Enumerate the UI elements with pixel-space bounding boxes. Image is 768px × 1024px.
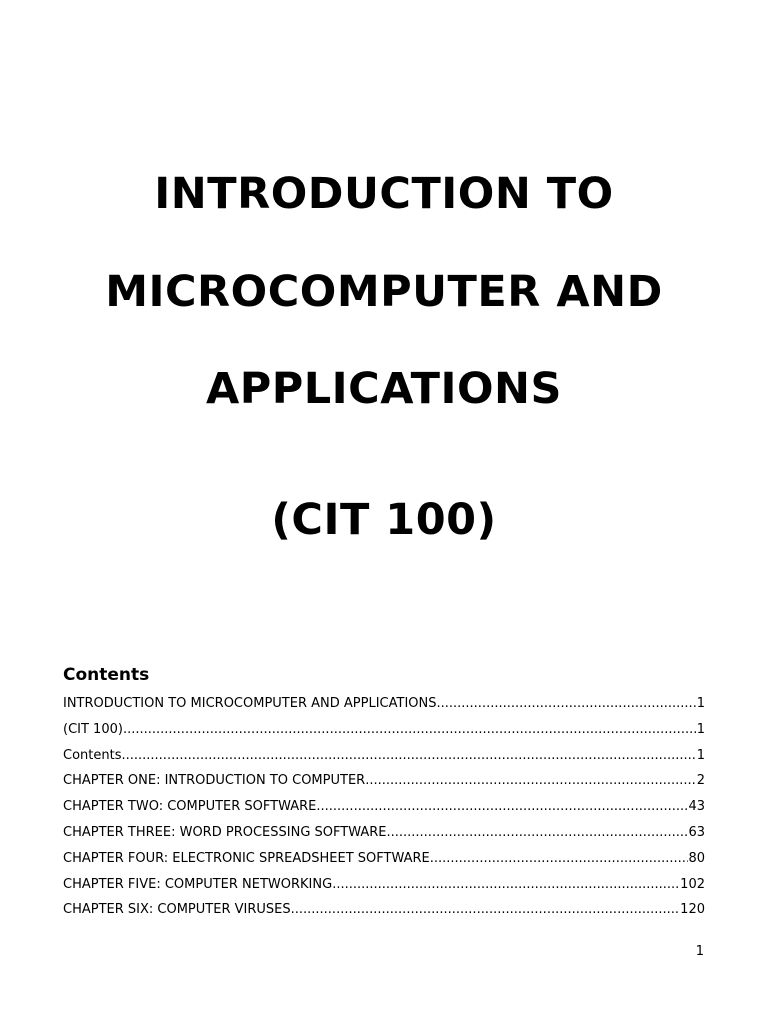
toc-dot-leader [316,797,688,817]
toc-entry[interactable] [63,875,705,901]
toc-entry-title: CHAPTER ONE: INTRODUCTION TO COMPUTER [63,773,366,789]
toc-entry-title: Contents [63,747,122,763]
contents-heading: Contents [63,665,150,685]
toc-entry-page: 102 [680,876,705,892]
table-of-contents [63,694,705,926]
toc-entry-page: 120 [680,902,705,918]
toc-entry-title: (CIT 100) [63,721,123,737]
toc-dot-leader [430,849,689,869]
toc-entry[interactable] [63,771,705,797]
toc-entry-page: 1 [696,696,705,711]
toc-entry[interactable] [63,900,705,926]
toc-dot-leader [291,900,681,920]
toc-entry-page: 1 [696,747,705,763]
toc-dot-leader [365,771,697,791]
toc-entry-page: 2 [696,773,705,789]
toc-entry-page: 80 [688,850,705,866]
page-number: 1 [695,944,704,959]
toc-dot-leader [436,694,696,714]
course-code: (CIT 100) [271,495,497,545]
toc-entry-page: 63 [688,824,705,840]
title-line: APPLICATIONS [205,364,563,414]
toc-entry[interactable] [63,797,705,823]
toc-entry-page: 43 [688,799,705,815]
title-line: INTRODUCTION TO [154,169,614,219]
toc-entry-title: CHAPTER SIX: COMPUTER VIRUSES [63,902,291,918]
toc-entry-title: CHAPTER TWO: COMPUTER SOFTWARE [63,799,317,815]
toc-entry[interactable] [63,720,705,746]
toc-dot-leader [121,746,696,766]
toc-entry[interactable] [63,849,705,875]
toc-entry-title: CHAPTER FIVE: COMPUTER NETWORKING [63,876,333,892]
toc-entry[interactable] [63,746,705,772]
toc-entry-page: 1 [696,721,705,737]
toc-entry[interactable] [63,694,705,720]
toc-dot-leader [386,823,688,843]
toc-dot-leader [123,720,697,740]
toc-dot-leader [332,875,680,895]
title-line: MICROCOMPUTER AND [105,267,663,317]
toc-entry[interactable] [63,823,705,849]
toc-entry-title: CHAPTER FOUR: ELECTRONIC SPREADSHEET SOFTWARE [63,850,430,866]
toc-entry-title: INTRODUCTION TO MICROCOMPUTER AND APPLICATIONS [63,696,437,711]
toc-entry-title: CHAPTER THREE: WORD PROCESSING SOFTWARE [63,824,387,840]
